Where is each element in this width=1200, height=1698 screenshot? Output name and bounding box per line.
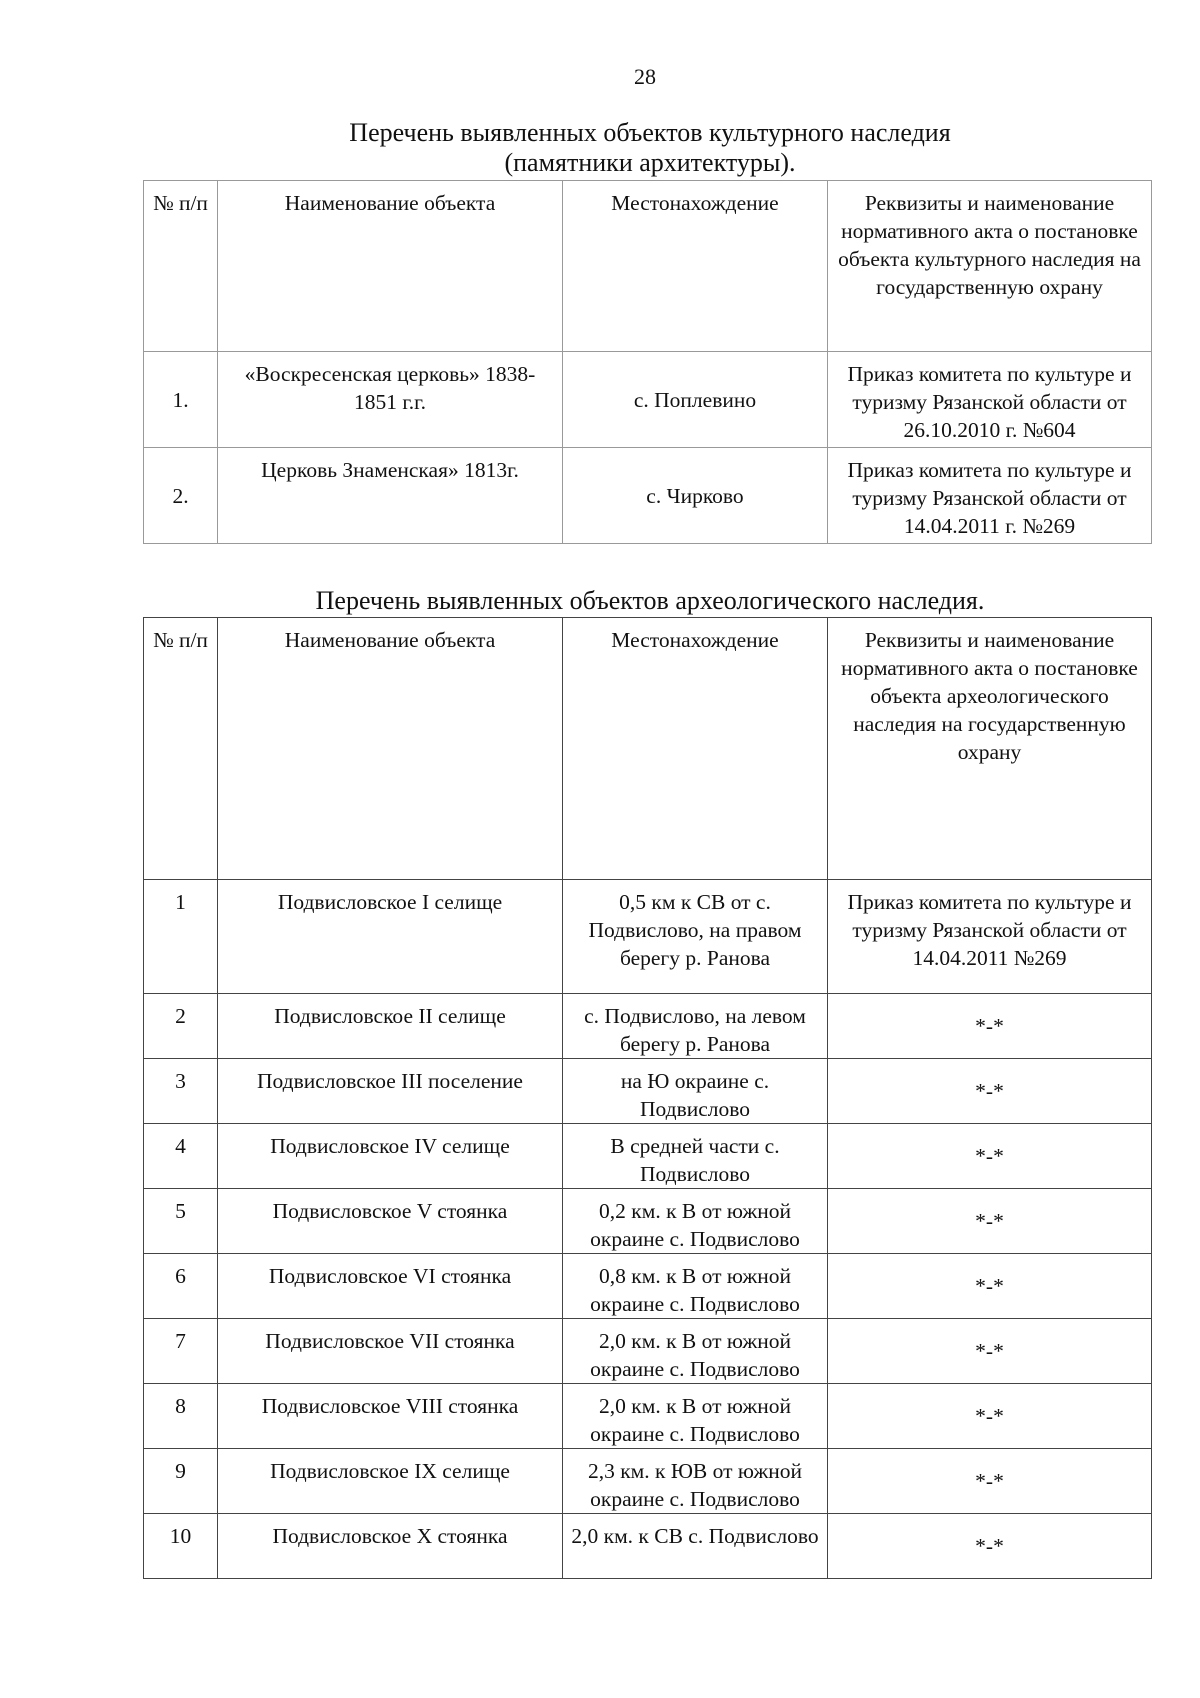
table-row	[144, 1319, 1152, 1384]
cell-location: 2,0 км. к СВ с. Подвислово	[563, 1514, 828, 1579]
cell-num: 1	[144, 880, 218, 994]
cell-num: 9	[144, 1449, 218, 1514]
table-row	[144, 880, 1152, 994]
cell-location: с. Чирково	[563, 448, 828, 544]
cell-name: Подвисловское IV селище	[218, 1124, 563, 1189]
cell-location: 0,2 км. к В от южной окраине с. Подвислово	[563, 1189, 828, 1254]
cell-act: *-*	[828, 1449, 1152, 1514]
header-act: Реквизиты и наименование нормативного акта о постановке объекта археологического наследия на государственную охрану	[828, 618, 1152, 880]
archaeology-title: Перечень выявленных объектов археологического наследия.	[315, 586, 985, 615]
cell-act: *-*	[828, 1254, 1152, 1319]
cell-name: Подвисловское III поселение	[218, 1059, 563, 1124]
cell-act: *-*	[828, 1384, 1152, 1449]
archaeology-table	[143, 617, 1152, 1579]
table-row	[144, 352, 1152, 448]
architecture-title	[140, 118, 1160, 178]
cell-location: 0,8 км. к В от южной окраине с. Подвислово	[563, 1254, 828, 1319]
header-name: Наименование объекта	[218, 181, 563, 352]
table-row	[144, 1449, 1152, 1514]
cell-name: Подвисловское IX селище	[218, 1449, 563, 1514]
cell-name: Церковь Знаменская» 1813г.	[218, 448, 563, 544]
cell-num: 3	[144, 1059, 218, 1124]
table-row	[144, 1514, 1152, 1579]
cell-act: *-*	[828, 1319, 1152, 1384]
cell-name: Подвисловское VII стоянка	[218, 1319, 563, 1384]
cell-location: на Ю окраине с. Подвислово	[563, 1059, 828, 1124]
cell-num: 2	[144, 994, 218, 1059]
cell-act: *-*	[828, 1124, 1152, 1189]
architecture-title-line1: Перечень выявленных объектов культурного наследия	[349, 118, 951, 147]
architecture-title-line2: (памятники архитектуры).	[504, 148, 796, 177]
cell-act: Приказ комитета по культуре и туризму Рязанской области от 26.10.2010 г. №604	[828, 352, 1152, 448]
cell-num: 1.	[144, 352, 218, 448]
table-row	[144, 448, 1152, 544]
cell-name: Подвисловское I селище	[218, 880, 563, 994]
cell-location: В средней части с. Подвислово	[563, 1124, 828, 1189]
cell-location: 2,0 км. к В от южной окраине с. Подвислово	[563, 1319, 828, 1384]
cell-num: 5	[144, 1189, 218, 1254]
header-num: № п/п	[144, 181, 218, 352]
table-row	[144, 994, 1152, 1059]
table-row	[144, 1124, 1152, 1189]
header-num: № п/п	[144, 618, 218, 880]
cell-location: 0,5 км к СВ от с. Подвислово, на правом берегу р. Ранова	[563, 880, 828, 994]
cell-act: Приказ комитета по культуре и туризму Рязанской области от 14.04.2011 г. №269	[828, 448, 1152, 544]
header-location: Местонахождение	[563, 181, 828, 352]
cell-act: Приказ комитета по культуре и туризму Рязанской области от 14.04.2011 №269	[828, 880, 1152, 994]
cell-num: 4	[144, 1124, 218, 1189]
table-row	[144, 1189, 1152, 1254]
header-location: Местонахождение	[563, 618, 828, 880]
table-row	[144, 1059, 1152, 1124]
cell-name: Подвисловское II селище	[218, 994, 563, 1059]
table-header-row	[144, 181, 1152, 352]
cell-act: *-*	[828, 1059, 1152, 1124]
table-header-row	[144, 618, 1152, 880]
cell-name: Подвисловское X стоянка	[218, 1514, 563, 1579]
cell-name: Подвисловское VI стоянка	[218, 1254, 563, 1319]
cell-location: 2,0 км. к В от южной окраине с. Подвислово	[563, 1384, 828, 1449]
table-row	[144, 1384, 1152, 1449]
cell-act: *-*	[828, 994, 1152, 1059]
cell-num: 10	[144, 1514, 218, 1579]
cell-num: 7	[144, 1319, 218, 1384]
header-name: Наименование объекта	[218, 618, 563, 880]
cell-act: *-*	[828, 1189, 1152, 1254]
cell-num: 2.	[144, 448, 218, 544]
cell-name: Подвисловское VIII стоянка	[218, 1384, 563, 1449]
cell-act: *-*	[828, 1514, 1152, 1579]
cell-location: с. Поплевино	[563, 352, 828, 448]
cell-location: 2,3 км. к ЮВ от южной окраине с. Подвислово	[563, 1449, 828, 1514]
architecture-table	[143, 180, 1152, 544]
cell-name: Подвисловское V стоянка	[218, 1189, 563, 1254]
cell-num: 8	[144, 1384, 218, 1449]
page-number: 28	[634, 64, 656, 89]
cell-num: 6	[144, 1254, 218, 1319]
header-act: Реквизиты и наименование нормативного акта о постановке объекта культурного наследия на государственную охрану	[828, 181, 1152, 352]
cell-location: с. Подвислово, на левом берегу р. Ранова	[563, 994, 828, 1059]
cell-name: «Воскресенская церковь» 1838-1851 г.г.	[218, 352, 563, 448]
table-row	[144, 1254, 1152, 1319]
